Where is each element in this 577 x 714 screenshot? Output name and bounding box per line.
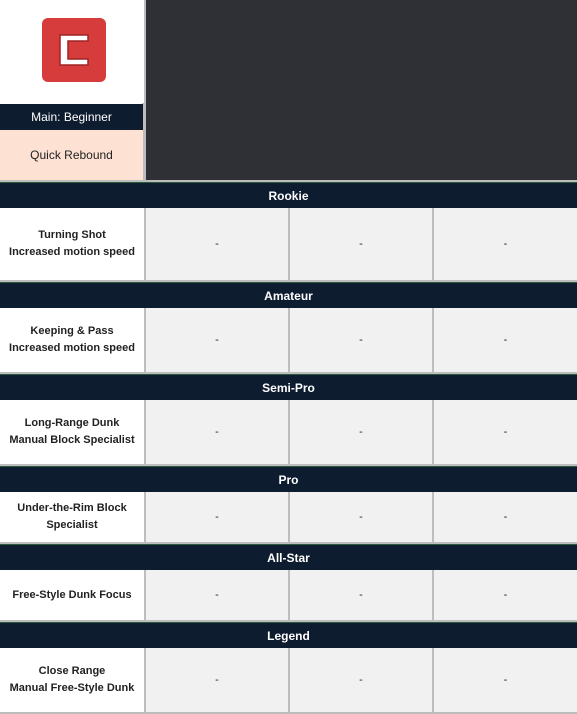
value-cell-1[interactable]: - [146,400,288,464]
value-cell-1[interactable]: - [146,492,288,542]
profile-panel [0,0,144,180]
table-row [0,308,577,372]
value-cell-3[interactable]: - [434,308,577,372]
skill-name-line1: Long-Range Dunk [24,417,120,429]
main-label: Main: Beginner [0,104,143,130]
value-cell-3[interactable]: - [434,400,577,464]
skill-name-line2: Increased motion speed [9,342,135,354]
logo-cell [0,0,144,103]
value-cell-2[interactable]: - [290,648,432,712]
table-row [0,570,577,620]
skill-name-line1: Keeping & Pass [30,325,114,337]
value-cell-1[interactable]: - [146,570,288,620]
skill-name-line1: Under-the-Rim Block [17,502,127,514]
section-header-amateur: Amateur [0,282,577,308]
skill-name-line2: Increased motion speed [9,246,135,258]
skill-name-line2: Specialist [46,519,98,531]
value-cell-3[interactable]: - [434,208,577,280]
skill-name-line2: Manual Block Specialist [9,434,135,446]
skill-name-cell [0,308,144,372]
skill-name-line2: Manual Free-Style Dunk [9,682,135,694]
value-cell-2[interactable]: - [290,208,432,280]
section-header-all-star: All-Star [0,544,577,570]
table-row [0,492,577,542]
value-cell-2[interactable]: - [290,400,432,464]
skill-name-line1: Free-Style Dunk Focus [12,588,132,601]
skill-name-line1: Close Range [38,665,106,677]
skill-name-cell [0,400,144,464]
value-cell-2[interactable]: - [290,570,432,620]
skill-name-cell [0,208,144,280]
value-cell-3[interactable]: - [434,648,577,712]
value-cell-3[interactable]: - [434,570,577,620]
value-cell-2[interactable]: - [290,308,432,372]
section-header-rookie: Rookie [0,182,577,208]
value-cell-1[interactable]: - [146,308,288,372]
c-logo-icon [42,18,106,82]
c-letter-icon [56,32,92,68]
dark-panel [146,0,577,180]
section-header-pro: Pro [0,466,577,492]
section-header-legend: Legend [0,622,577,648]
table-row [0,208,577,280]
main-value: Quick Rebound [0,130,143,180]
section-header-semi-pro: Semi-Pro [0,374,577,400]
table-row [0,400,577,464]
value-cell-2[interactable]: - [290,492,432,542]
value-cell-1[interactable]: - [146,208,288,280]
skill-name-cell [0,492,144,542]
value-cell-1[interactable]: - [146,648,288,712]
skill-name-line1: Turning Shot [38,229,106,241]
skill-name-cell [0,570,144,620]
table-row [0,648,577,712]
value-cell-3[interactable]: - [434,492,577,542]
skill-name-cell [0,648,144,712]
